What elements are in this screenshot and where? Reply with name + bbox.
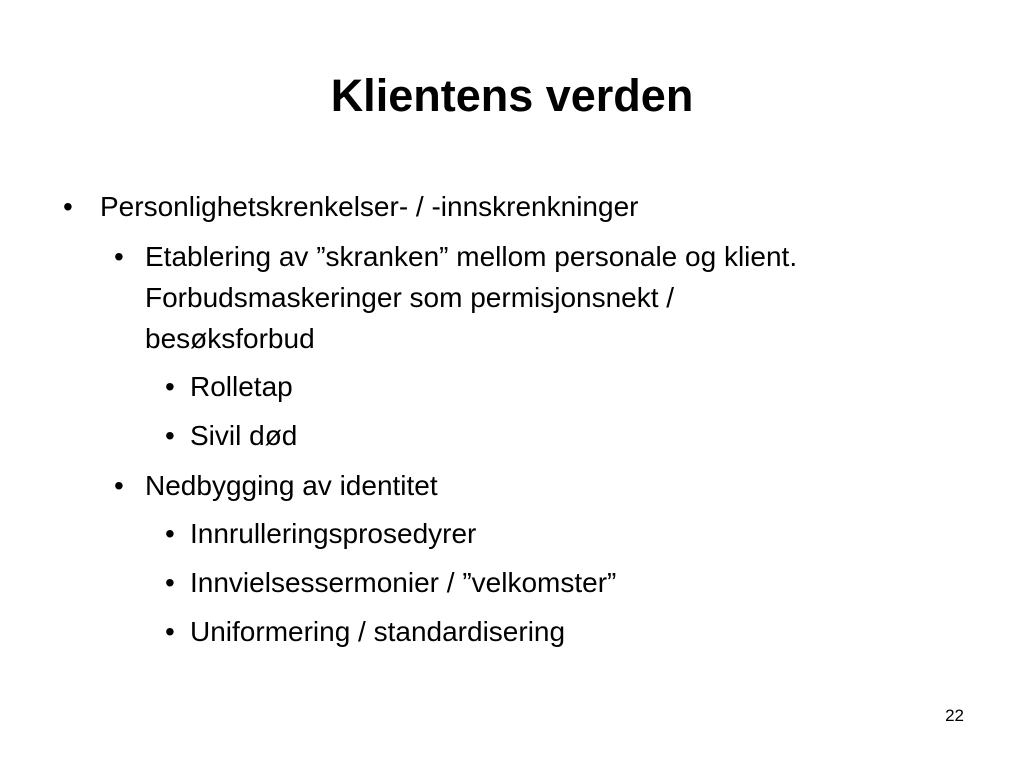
bullet-text xyxy=(145,236,797,359)
bullet-marker: • xyxy=(165,616,175,647)
bullet-item-level-2 xyxy=(114,465,438,506)
bullet-item-level-3 xyxy=(165,367,293,407)
bullet-text: Nedbygging av identitet xyxy=(145,470,438,501)
bullet-text-line: Etablering av ”skranken” mellom personale og klient. xyxy=(145,241,798,272)
bullet-text-line: Forbudsmaskeringer som permisjonsnekt / xyxy=(145,282,675,313)
bullet-marker: • xyxy=(114,470,124,501)
bullet-item-level-3 xyxy=(165,612,565,652)
slide-title: Klientens verden xyxy=(330,70,694,121)
bullet-item-level-3 xyxy=(165,514,476,554)
bullet-text: Personlighetskrenkelser- / -innskrenkninger xyxy=(100,191,639,222)
bullet-item-level-3 xyxy=(165,416,297,456)
bullet-text: Innrulleringsprosedyrer xyxy=(190,518,477,549)
bullet-item-level-1 xyxy=(63,186,638,228)
bullet-marker: • xyxy=(165,518,175,549)
bullet-item-level-2 xyxy=(114,236,797,359)
bullet-text: Rolletap xyxy=(190,371,293,402)
bullet-text: Uniformering / standardisering xyxy=(190,616,566,647)
page-number: 22 xyxy=(945,706,964,725)
bullet-marker: • xyxy=(165,371,175,402)
bullet-marker: • xyxy=(63,191,73,222)
bullet-text: Innvielsessermonier / ”velkomster” xyxy=(190,567,617,598)
bullet-marker: • xyxy=(165,420,175,451)
bullet-marker: • xyxy=(165,567,175,598)
bullet-text-line: besøksforbud xyxy=(145,323,315,354)
bullet-text: Sivil død xyxy=(190,420,298,451)
bullet-item-level-3 xyxy=(165,563,616,603)
bullet-marker: • xyxy=(114,241,124,272)
